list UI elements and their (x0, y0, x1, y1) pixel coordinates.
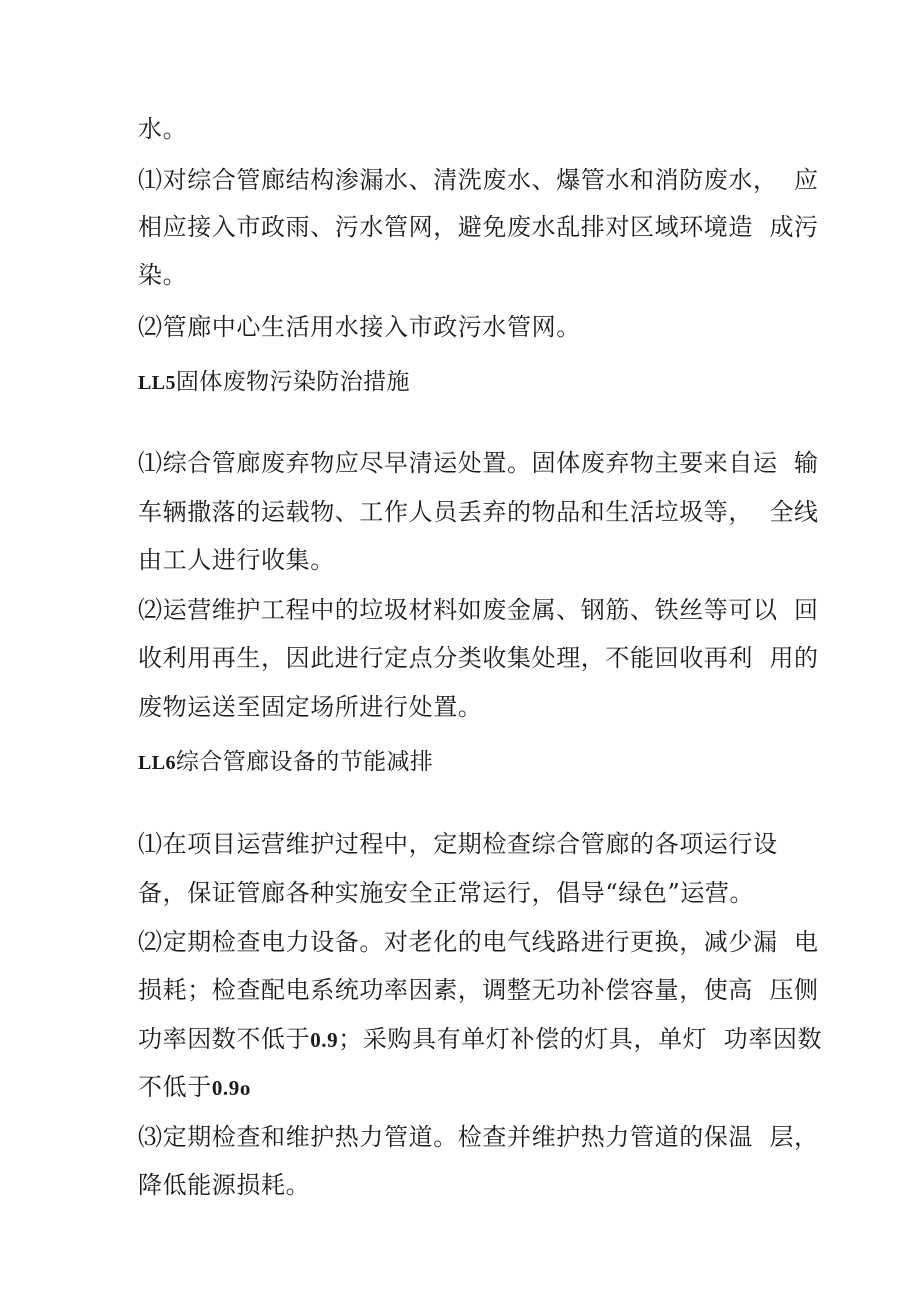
paragraph-line: 车辆撒落的运载物、工作人员丢弃的物品和生活垃圾等， 全线 (138, 498, 819, 526)
text-run: ；采购具有单灯补偿的灯具，单灯 功率因数 (338, 1025, 823, 1053)
paragraph-line (138, 1072, 251, 1103)
paragraph-line (138, 1024, 822, 1055)
section-title: 综合管廊设备的节能减排 (175, 749, 434, 775)
text-run: 功率因数不低于 (138, 1025, 311, 1053)
paragraph-line: 废物运送至固定场所进行处置。 (138, 693, 483, 721)
paragraph-line: ⑴综合管廊废弃物应尽早清运处置。固体废弃物主要来自运 输 (138, 449, 819, 477)
paragraph-line: ⑵定期检查电力设备。对老化的电气线路进行更换，减少漏 电 (138, 928, 819, 956)
section-number: LL5 (138, 372, 176, 394)
paragraph-line: ⑵管廊中心生活用水接入市政污水管网。 (138, 313, 581, 341)
section-title: 固体废物污染防治措施 (175, 369, 410, 395)
paragraph-line: ⑴在项目运营维护过程中，定期检查综合管廊的各项运行设 (138, 830, 778, 858)
paragraph-line: 染。 (138, 261, 188, 289)
paragraph-line: 降低能源损耗。 (138, 1171, 311, 1199)
paragraph-line: 收利用再生，因此进行定点分类收集处理，不能回收再利 用的 (138, 644, 819, 672)
paragraph-line: ⑵运营维护工程中的垃圾材料如废金属、钢筋、铁丝等可以 回 (138, 596, 819, 624)
paragraph-line: 由工人进行收集。 (138, 546, 335, 574)
paragraph-line: 备，保证管廊各种实施安全正常运行，倡导“绿色”运营。 (138, 879, 755, 907)
text-run: 不低于 (138, 1073, 212, 1101)
paragraph-line: 损耗；检查配电系统功率因素，调整无功补偿容量，使高 压侧 (138, 976, 819, 1004)
paragraph-line: ⑴对综合管廊结构渗漏水、清洗废水、爆管水和消防废水， 应 (138, 166, 819, 194)
paragraph-line: ⑶定期检查和维护热力管道。检查并维护热力管道的保温 层， (138, 1123, 819, 1151)
paragraph-line: 水。 (138, 115, 188, 143)
section-number: LL6 (138, 752, 176, 774)
paragraph-line: 相应接入市政雨、污水管网，避免废水乱排对区域环境造 成污 (138, 213, 819, 241)
section-heading-ll6 (138, 747, 433, 778)
power-factor-value: 0.9 (310, 1028, 339, 1052)
section-heading-ll5 (138, 367, 410, 398)
power-factor-value: 0.9o (211, 1076, 251, 1100)
